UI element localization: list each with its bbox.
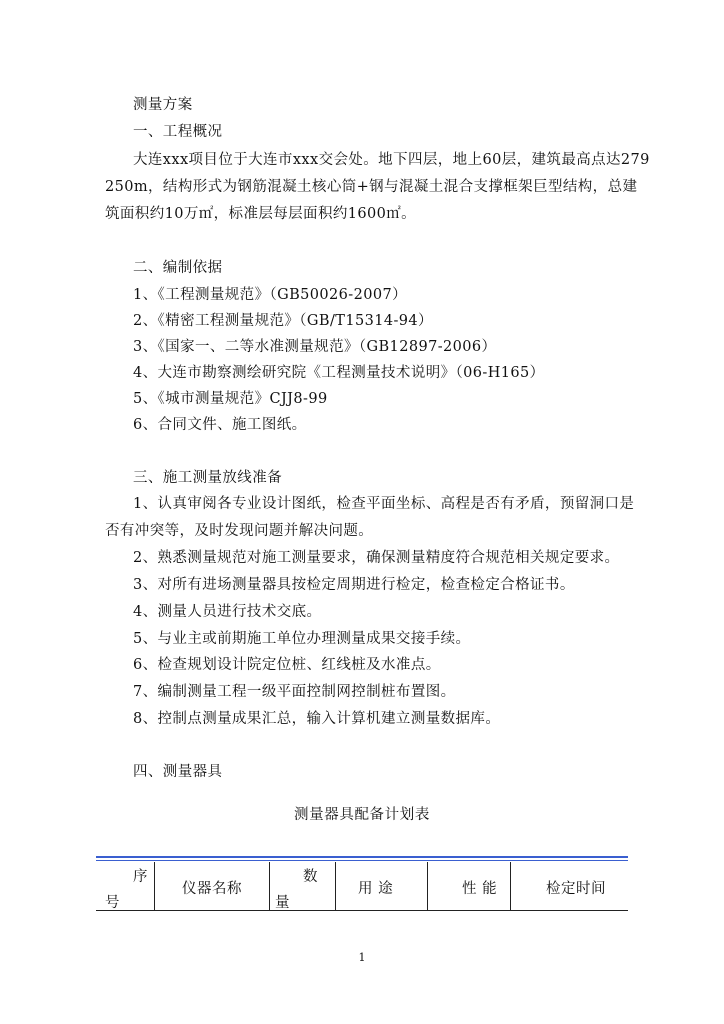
section-heading: 三、施工测量放线准备 <box>133 470 282 486</box>
header-performance: 性 能 <box>462 881 498 897</box>
list-item: 5、与业主或前期施工单位办理测量成果交接手续。 <box>133 631 471 647</box>
header-use: 用 途 <box>358 881 394 897</box>
list-item: 否有冲突等，及时发现问题并解决问题。 <box>105 523 374 539</box>
list-item: 4、大连市勘察测绘研究院《工程测量技术说明》（06-H165） <box>133 365 545 381</box>
header-seq-bottom: 号 <box>105 895 120 911</box>
list-item: 3、《国家一、二等水准测量规范》（GB12897-2006） <box>133 339 497 355</box>
column-divider <box>510 862 511 911</box>
list-item: 8、控制点测量成果汇总，输入计算机建立测量数据库。 <box>133 711 501 727</box>
list-item: 7、编制测量工程一级平面控制网控制桩布置图。 <box>133 684 456 700</box>
section-heading: 一、工程概况 <box>133 124 223 140</box>
list-item: 6、合同文件、施工图纸。 <box>133 417 307 433</box>
table-caption: 测量器具配备计划表 <box>294 807 430 823</box>
list-item: 4、测量人员进行技术交底。 <box>133 604 322 620</box>
paragraph-line: 250m，结构形式为钢筋混凝土核心筒+钢与混凝土混合支撑框架巨型结构，总建 <box>105 179 638 195</box>
page-number: 1 <box>358 951 366 964</box>
paragraph-line: 筑面积约10万㎡，标准层每层面积约1600㎡。 <box>105 206 417 222</box>
list-item: 6、检查规划设计院定位桩、红线桩及水准点。 <box>133 657 441 673</box>
list-item: 1、认真审阅各专业设计图纸，检查平面坐标、高程是否有矛盾，预留洞口是 <box>133 496 635 512</box>
list-item: 2、《精密工程测量规范》（GB/T15314-94） <box>133 313 433 329</box>
header-seq-top: 序 <box>133 869 148 885</box>
list-item: 3、对所有进场测量器具按检定周期进行检定，检查检定合格证书。 <box>133 577 575 593</box>
column-divider <box>427 862 428 911</box>
list-item: 2、熟悉测量规范对施工测量要求，确保测量精度符合规范相关规定要求。 <box>133 550 620 566</box>
header-qty-top: 数 <box>303 869 318 885</box>
section-heading: 四、测量器具 <box>133 764 223 780</box>
table-header-rule <box>96 910 628 911</box>
column-divider <box>154 862 155 911</box>
table-top-rule <box>96 856 628 858</box>
column-divider <box>269 862 270 911</box>
list-item: 5、《城市测量规范》CJJ8-99 <box>133 391 328 407</box>
header-check-time: 检定时间 <box>546 881 606 897</box>
document-title: 测量方案 <box>133 97 193 113</box>
header-qty-bottom: 量 <box>275 895 290 911</box>
section-heading: 二、编制依据 <box>133 260 223 276</box>
header-instrument-name: 仪器名称 <box>182 881 242 897</box>
column-divider <box>335 862 336 911</box>
paragraph-line: 大连xxx项目位于大连市xxx交会处。地下四层，地上60层，建筑最高点达279 <box>133 152 650 168</box>
table-top-rule-thin <box>96 860 628 861</box>
list-item: 1、《工程测量规范》（GB50026-2007） <box>133 287 407 303</box>
